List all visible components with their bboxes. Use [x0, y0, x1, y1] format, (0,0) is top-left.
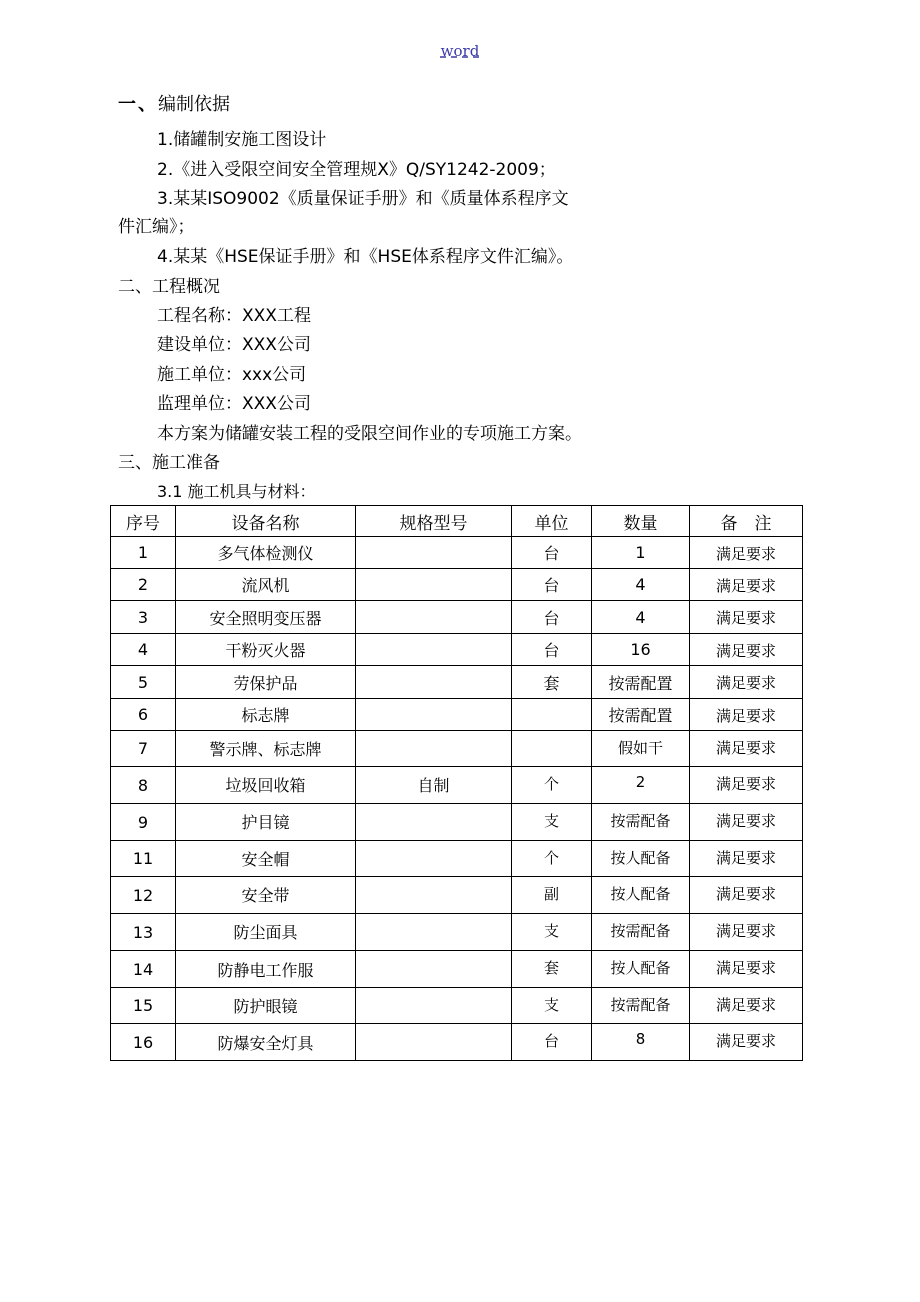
cell-remark: 满足要求: [690, 569, 803, 601]
cell-spec: [356, 951, 512, 988]
cell-qty: 按需配备: [592, 914, 690, 951]
cell-spec: [356, 731, 512, 767]
cell-unit: [512, 731, 592, 767]
cell-spec: [356, 914, 512, 951]
cell-name: 防静电工作服: [176, 951, 356, 988]
cell-name: 防爆安全灯具: [176, 1024, 356, 1061]
cell-name: 防尘面具: [176, 914, 356, 951]
cell-qty: 2: [592, 767, 690, 804]
cell-spec: [356, 569, 512, 601]
cell-name: 垃圾回收箱: [176, 767, 356, 804]
cell-index: 7: [111, 731, 176, 767]
header-remark: 备 注: [690, 506, 803, 537]
cell-remark: 满足要求: [690, 537, 803, 569]
cell-name: 多气体检测仪: [176, 537, 356, 569]
cell-qty: 按需配备: [592, 804, 690, 841]
table-row: [111, 951, 803, 988]
cell-name: 安全帽: [176, 841, 356, 877]
cell-unit: 副: [512, 877, 592, 914]
cell-name: 安全照明变压器: [176, 601, 356, 634]
cell-unit: 个: [512, 841, 592, 877]
cell-index: 16: [111, 1024, 176, 1061]
table-row: [111, 537, 803, 569]
cell-name: 标志牌: [176, 699, 356, 731]
cell-index: 5: [111, 666, 176, 699]
table-row: [111, 1024, 803, 1061]
table-row: [111, 601, 803, 634]
cell-qty: 按人配备: [592, 951, 690, 988]
cell-qty: 按人配备: [592, 877, 690, 914]
table-row: [111, 634, 803, 666]
cell-qty: 1: [592, 537, 690, 569]
cell-remark: 满足要求: [690, 666, 803, 699]
cell-name: 安全带: [176, 877, 356, 914]
table-row: [111, 804, 803, 841]
cell-spec: [356, 841, 512, 877]
cell-spec: [356, 877, 512, 914]
cell-spec: [356, 804, 512, 841]
table-row: [111, 569, 803, 601]
section-1-title: [118, 94, 230, 116]
cell-unit: 台: [512, 537, 592, 569]
cell-index: 8: [111, 767, 176, 804]
header-name: 设备名称: [176, 506, 356, 537]
cell-name: 流风机: [176, 569, 356, 601]
section-3-title: 三、施工准备: [118, 453, 220, 473]
cell-unit: 个: [512, 767, 592, 804]
cell-qty: 16: [592, 634, 690, 666]
cell-index: 11: [111, 841, 176, 877]
table-row: [111, 767, 803, 804]
cell-qty: 4: [592, 569, 690, 601]
table-row: [111, 731, 803, 767]
cell-unit: 套: [512, 951, 592, 988]
cell-qty: 按需配备: [592, 988, 690, 1024]
cell-remark: 满足要求: [690, 699, 803, 731]
header-qty: 数量: [592, 506, 690, 537]
cell-name: 护目镜: [176, 804, 356, 841]
basis-item-1: 1.储罐制安施工图设计: [157, 130, 327, 150]
cell-qty: 8: [592, 1024, 690, 1061]
cell-remark: 满足要求: [690, 1024, 803, 1061]
table-row: [111, 877, 803, 914]
basis-item-3-cont: 件汇编》；: [118, 217, 195, 237]
cell-unit: 台: [512, 1024, 592, 1061]
cell-spec: [356, 666, 512, 699]
section-2-title: 二、工程概况: [118, 277, 220, 297]
cell-unit: 台: [512, 569, 592, 601]
table-row: [111, 699, 803, 731]
header-index: 序号: [111, 506, 176, 537]
project-description: 本方案为储罐安装工程的受限空间作业的专项施工方案。: [157, 424, 582, 444]
cell-index: 14: [111, 951, 176, 988]
contractor: 施工单位：xxx公司: [157, 365, 307, 385]
cell-spec: [356, 634, 512, 666]
cell-spec: [356, 1024, 512, 1061]
cell-spec: 自制: [356, 767, 512, 804]
basis-item-2: 2.《进入受限空间安全管理规X》Q/SY1242-2009；: [157, 160, 556, 180]
cell-spec: [356, 699, 512, 731]
section-3-1-title: 3.1 施工机具与材料：: [157, 482, 316, 501]
cell-index: 2: [111, 569, 176, 601]
cell-unit: [512, 699, 592, 731]
cell-remark: 满足要求: [690, 951, 803, 988]
cell-unit: 台: [512, 601, 592, 634]
cell-index: 6: [111, 699, 176, 731]
cell-index: 13: [111, 914, 176, 951]
cell-qty: 假如干: [592, 731, 690, 767]
table-row: [111, 841, 803, 877]
cell-name: 干粉灭火器: [176, 634, 356, 666]
cell-remark: 满足要求: [690, 877, 803, 914]
cell-index: 9: [111, 804, 176, 841]
basis-item-4: 4.某某《HSE保证手册》和《HSE体系程序文件汇编》。: [157, 247, 574, 267]
cell-qty: 4: [592, 601, 690, 634]
cell-spec: [356, 537, 512, 569]
supervisor: 监理单位：XXX公司: [157, 394, 311, 414]
cell-unit: 套: [512, 666, 592, 699]
table-row: [111, 988, 803, 1024]
cell-name: 防护眼镜: [176, 988, 356, 1024]
cell-spec: [356, 988, 512, 1024]
cell-remark: 满足要求: [690, 731, 803, 767]
cell-name: 警示牌、标志牌: [176, 731, 356, 767]
cell-remark: 满足要求: [690, 914, 803, 951]
cell-unit: 支: [512, 914, 592, 951]
cell-qty: 按人配备: [592, 841, 690, 877]
cell-spec: [356, 601, 512, 634]
cell-qty: 按需配置: [592, 699, 690, 731]
table-row: [111, 666, 803, 699]
cell-remark: 满足要求: [690, 841, 803, 877]
table-row: [111, 914, 803, 951]
cell-unit: 支: [512, 804, 592, 841]
equipment-table: [110, 505, 803, 1061]
cell-remark: 满足要求: [690, 601, 803, 634]
cell-index: 12: [111, 877, 176, 914]
table-header-row: [111, 506, 803, 537]
cell-remark: 满足要求: [690, 767, 803, 804]
cell-remark: 满足要求: [690, 988, 803, 1024]
cell-index: 4: [111, 634, 176, 666]
cell-remark: 满足要求: [690, 634, 803, 666]
header-word-link[interactable]: word: [440, 42, 480, 60]
section-1-title-text: 编制依据: [158, 94, 230, 115]
cell-index: 1: [111, 537, 176, 569]
basis-item-3: 3.某某ISO9002《质量保证手册》和《质量体系程序文: [157, 189, 569, 209]
cell-unit: 台: [512, 634, 592, 666]
section-1-number: 一、: [118, 94, 158, 115]
cell-remark: 满足要求: [690, 804, 803, 841]
cell-unit: 支: [512, 988, 592, 1024]
cell-name: 劳保护品: [176, 666, 356, 699]
cell-index: 15: [111, 988, 176, 1024]
construction-owner: 建设单位：XXX公司: [157, 335, 311, 355]
project-name: 工程名称：XXX工程: [157, 306, 311, 326]
cell-index: 3: [111, 601, 176, 634]
cell-qty: 按需配置: [592, 666, 690, 699]
header-unit: 单位: [512, 506, 592, 537]
header-spec: 规格型号: [356, 506, 512, 537]
